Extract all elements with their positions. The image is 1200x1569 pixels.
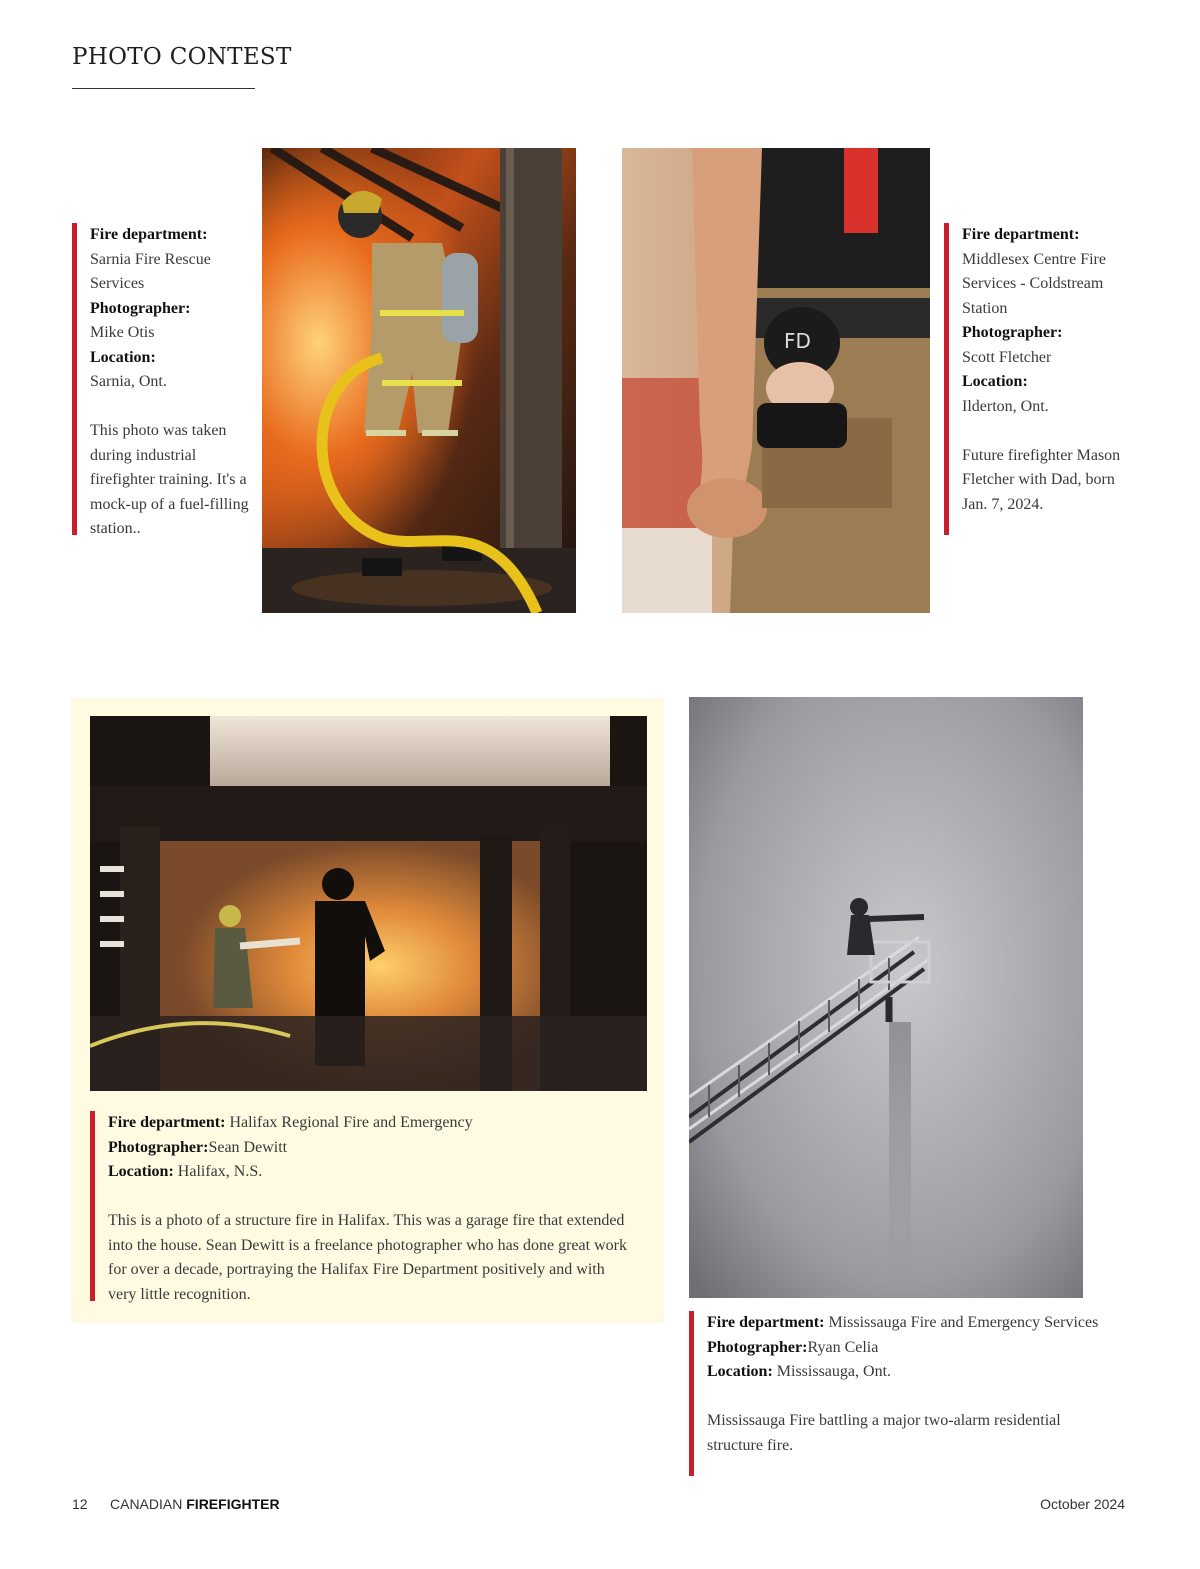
photographer-value: Scott Fletcher bbox=[962, 348, 1052, 366]
photographer-value: Sean Dewitt bbox=[208, 1138, 288, 1156]
dept-value: Halifax Regional Fire and Emergency bbox=[229, 1114, 473, 1131]
photo-aerial-ladder bbox=[689, 697, 1083, 1298]
dept-label: Fire department: bbox=[962, 226, 1080, 243]
brand-regular: CANADIAN bbox=[110, 1496, 183, 1512]
dept-value: Middlesex Centre Fire Services - Coldstream Station bbox=[962, 250, 1106, 317]
photo-baby-in-pocket bbox=[622, 148, 930, 613]
photo-description: This photo was taken during industrial firefighter training. It's a mock-up of a fuel-filling station.. bbox=[90, 422, 249, 537]
photographer-label: Photographer: bbox=[108, 1138, 209, 1156]
location-label: Location: bbox=[90, 348, 156, 366]
title-underline bbox=[72, 88, 255, 89]
location-label: Location: bbox=[962, 373, 1028, 390]
photographer-value: Ryan Celia bbox=[807, 1338, 879, 1356]
page-number: 12 bbox=[72, 1496, 88, 1512]
location-value: Halifax, N.S. bbox=[177, 1163, 263, 1180]
caption-entry-3 bbox=[90, 1111, 630, 1301]
dept-value: Mississauga Fire and Emergency Services bbox=[828, 1314, 1099, 1331]
photographer-label: Photographer: bbox=[962, 324, 1063, 341]
dept-label: Fire department: bbox=[108, 1114, 226, 1131]
caption-entry-1 bbox=[72, 223, 250, 535]
photo-firefighter-hose bbox=[262, 148, 576, 613]
caption-entry-2 bbox=[944, 223, 1124, 535]
photographer-label: Photographer: bbox=[90, 299, 191, 317]
photographer-value: Mike Otis bbox=[90, 324, 155, 341]
location-value: Ilderton, Ont. bbox=[962, 397, 1049, 415]
issue-date: October 2024 bbox=[1040, 1496, 1125, 1512]
svg-text:FD: FD bbox=[784, 329, 811, 353]
publication-brand bbox=[110, 1496, 280, 1512]
location-value: Sarnia, Ont. bbox=[90, 373, 167, 390]
photographer-label: Photographer: bbox=[707, 1338, 808, 1356]
location-label: Location: bbox=[108, 1163, 174, 1180]
page-section-title: PHOTO CONTEST bbox=[72, 44, 292, 70]
brand-bold: FIREFIGHTER bbox=[186, 1496, 280, 1512]
dept-value: Sarnia Fire Rescue Services bbox=[90, 250, 211, 292]
photo-description: This is a photo of a structure fire in Halifax. This was a garage fire that extended into the house. Sean Dewitt is a freelance photographer who has done great work for over a decade, portraying the Halifax Fire Department positively and with very little recognition. bbox=[108, 1212, 627, 1303]
photo-description: Mississauga Fire battling a major two-alarm residential structure fire. bbox=[707, 1412, 1061, 1454]
dept-label: Fire department: bbox=[707, 1314, 825, 1331]
location-value: Mississauga, Ont. bbox=[776, 1363, 892, 1380]
dept-label: Fire department: bbox=[90, 226, 208, 243]
caption-entry-4 bbox=[689, 1311, 1119, 1476]
photo-structure-fire bbox=[90, 716, 647, 1091]
photo-description: Future firefighter Mason Fletcher with Dad, born Jan. 7, 2024. bbox=[962, 446, 1121, 513]
location-label: Location: bbox=[707, 1363, 773, 1380]
